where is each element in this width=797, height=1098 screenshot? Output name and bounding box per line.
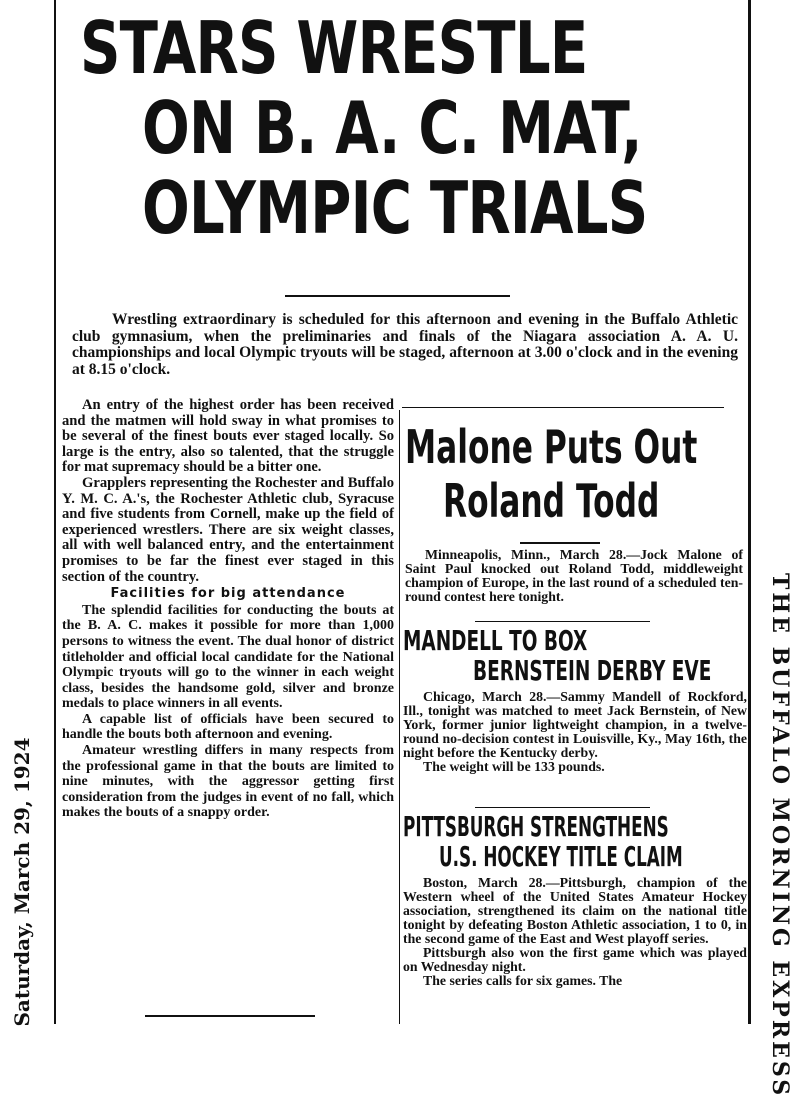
paragraph: Pittsburgh also won the first game which was played on Wednesday night. xyxy=(403,945,747,974)
paragraph: A capable list of officials have been secured to handle the bouts both afternoon and evening. xyxy=(62,711,394,743)
headline-line: OLYMPIC TRIALS xyxy=(142,166,648,250)
pittsburgh-story xyxy=(403,812,747,988)
malone-story xyxy=(405,420,747,528)
paragraph: Grapplers representing the Rochester and Buffalo Y. M. C. A.'s, the Rochester Athletic club, Syracuse and five students from Cornell, make up the field of experienced wrestlers. There are six weight classes, all with well balanced entry, and the entertainment promises to be far the finest ever staged in this section of the country. xyxy=(62,474,394,585)
column-rule-left xyxy=(54,0,56,1024)
paragraph: The series calls for six games. The xyxy=(423,973,623,988)
malone-headline-line: Roland Todd xyxy=(443,474,660,528)
paragraph: Minneapolis, Minn., March 28.—Jock Malone of Saint Paul knocked out Roland Todd, middleweight champion of Europe, in the last round of a scheduled ten-round contest here tonight. xyxy=(405,547,743,604)
main-headline xyxy=(60,8,740,248)
divider xyxy=(475,807,650,808)
masthead-vertical: THE BUFFALO MORNING EXPRESS xyxy=(767,573,793,1098)
malone-headline-line: Malone Puts Out xyxy=(405,420,698,474)
headline-line: ON B. A. C. MAT, xyxy=(142,86,642,170)
box-top-rule xyxy=(402,407,724,408)
main-story-column xyxy=(62,398,394,821)
column-rule-right xyxy=(748,0,751,1024)
story-end-divider xyxy=(145,1015,315,1017)
paragraph: Amateur wrestling differs in many respects from the professional game in that the bouts are limited to nine minutes, with the aggressor getting first consideration from the judges in event of no fall, which makes the bouts of a snappy order. xyxy=(62,743,394,821)
headline-line: STARS WRESTLE xyxy=(80,6,588,90)
pittsburgh-headline-line: PITTSBURGH STRENGTHENS xyxy=(403,810,669,843)
paragraph: The weight will be 133 pounds. xyxy=(423,759,605,774)
malone-body xyxy=(405,548,743,604)
paragraph: Boston, March 28.—Pittsburgh, champion of the Western wheel of the United States Amateur Hockey association, strengthened its claim on the national title tonight by defeating Boston Athletic association, 1 to 0, in the second game of the East and West playoff series. xyxy=(403,875,747,946)
subheading: Facilities for big attendance xyxy=(110,586,346,602)
paragraph: The splendid facilities for conducting the bouts at the B. A. C. makes it possible for more than 1,000 persons to witness the event. The dual honor of district titleholder and official local candidate for the National Olympic tryouts will go to the winner in each weight class, besides the handsome gold, silver and bronze medals to place winners in all events. xyxy=(62,602,394,712)
headline-divider xyxy=(285,295,510,297)
lead-paragraph: Wrestling extraordinary is scheduled for this afternoon and evening in the Buffalo Athletic club gymnasium, when the preliminaries and finals of the Niagara association A. A. U. championships and local Olympic tryouts will be staged, afternoon at 3.00 o'clock and in the evening at 8.15 o'clock. xyxy=(72,311,738,378)
paragraph: Chicago, March 28.—Sammy Mandell of Rockford, Ill., tonight was matched to meet Jack Bernstein, of New York, former junior lightweight champion, in a twelve-round no-decision contest in Louisville, Ky., May 16th, the night before the Kentucky derby. xyxy=(403,689,747,760)
mandell-headline-line: MANDELL TO BOX xyxy=(403,624,588,657)
column-rule-middle xyxy=(399,410,400,1024)
divider xyxy=(520,542,600,544)
pittsburgh-headline-line: U.S. HOCKEY TITLE CLAIM xyxy=(439,840,683,873)
mandell-story xyxy=(403,626,747,774)
divider xyxy=(475,621,650,622)
dateline-vertical: Saturday, March 29, 1924 xyxy=(10,737,34,1027)
paragraph: An entry of the highest order has been received and the matmen will hold sway in what promises to be several of the finest bouts ever staged locally. So large is the entry, also so talented, that the struggle for mat supremacy should be a bitter one. xyxy=(62,397,394,476)
mandell-headline-line: BERNSTEIN DERBY EVE xyxy=(473,654,712,687)
